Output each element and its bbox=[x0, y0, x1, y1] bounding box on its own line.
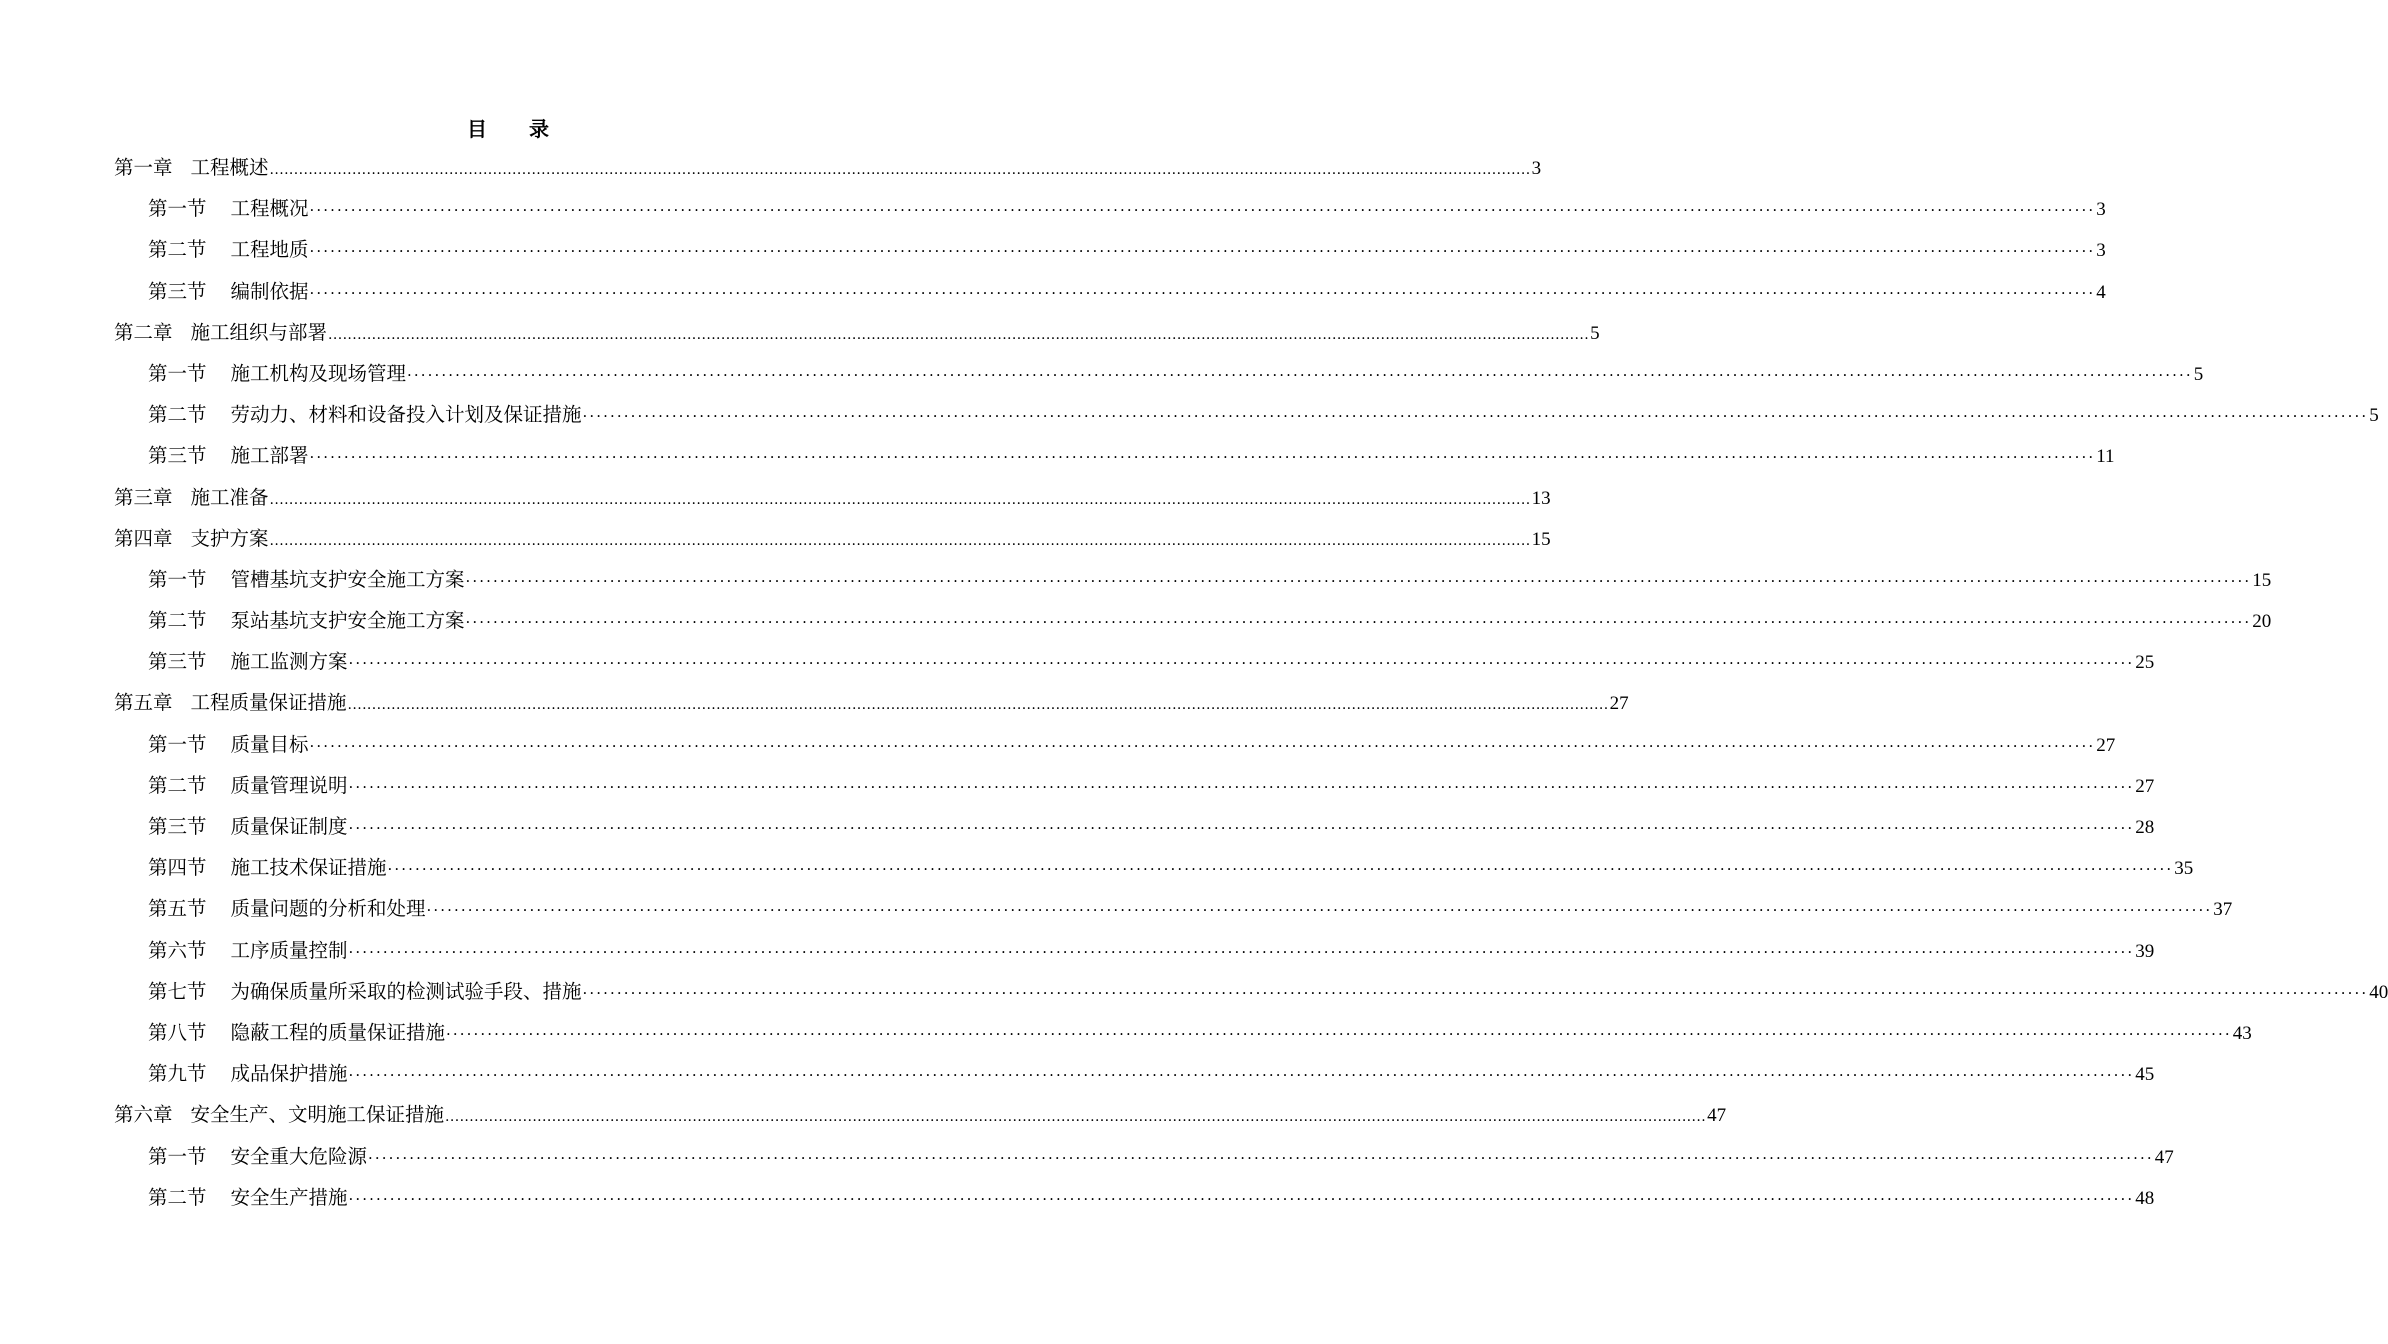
toc-entry-section[interactable] bbox=[114, 930, 2155, 971]
toc-entry-chapter[interactable] bbox=[114, 147, 1542, 188]
toc-entry-section[interactable] bbox=[114, 188, 2106, 229]
toc-dot-leader: .................................................................................................................................................................................................................................................................... bbox=[445, 1109, 1707, 1126]
toc-entry-number: 第九节 bbox=[148, 1062, 207, 1086]
toc-entry-section[interactable] bbox=[114, 353, 2204, 394]
toc-dot-leader: .................................................................................................................................................................................................................................................................... bbox=[328, 326, 1590, 343]
toc-entry-section[interactable] bbox=[114, 600, 2272, 641]
toc-page-number: 27 bbox=[2096, 734, 2116, 756]
toc-entry-label: 施工准备 bbox=[190, 485, 269, 509]
toc-page-number: 20 bbox=[2252, 611, 2272, 633]
toc-entry-number: 第八节 bbox=[148, 1020, 207, 1044]
toc-list bbox=[114, 147, 2388, 1218]
toc-page-number: 45 bbox=[2135, 1064, 2155, 1086]
toc-dot-leader: ···································································································································································································································································· bbox=[407, 365, 2193, 384]
toc-entry-number: 第一章 bbox=[114, 156, 173, 179]
toc-entry-label: 安全生产措施 bbox=[230, 1185, 348, 1209]
toc-entry-label: 为确保质量所采取的检测试验手段、措施 bbox=[230, 979, 582, 1003]
toc-entry-label: 施工部署 bbox=[230, 444, 309, 468]
toc-page-number: 25 bbox=[2135, 652, 2155, 674]
toc-entry-number: 第三章 bbox=[114, 485, 173, 509]
toc-page-number: 5 bbox=[2369, 405, 2379, 427]
toc-page-number: 37 bbox=[2213, 899, 2233, 921]
toc-entry-section[interactable] bbox=[114, 806, 2155, 847]
toc-dot-leader: ···································································································································································································································································· bbox=[465, 571, 2252, 590]
toc-dot-leader: ···································································································································································································································································· bbox=[348, 942, 2135, 961]
toc-entry-label: 质量保证制度 bbox=[230, 815, 348, 838]
toc-entry-label: 成品保护措施 bbox=[230, 1062, 348, 1086]
toc-entry-number: 第三节 bbox=[148, 650, 207, 674]
toc-entry-label: 安全重大危险源 bbox=[230, 1144, 368, 1168]
toc-dot-leader: ···································································································································································································································································· bbox=[446, 1024, 2232, 1043]
toc-page-number: 13 bbox=[1531, 487, 1551, 509]
toc-dot-leader: ···································································································································································································································································· bbox=[348, 819, 2135, 837]
toc-entry-section[interactable] bbox=[114, 559, 2272, 600]
toc-entry-label: 施工监测方案 bbox=[230, 650, 348, 674]
toc-entry-number: 第七节 bbox=[148, 979, 207, 1003]
toc-entry-section[interactable] bbox=[114, 1136, 2174, 1177]
toc-dot-leader: ···································································································································································································································································· bbox=[309, 736, 2096, 755]
toc-entry-label: 工程地质 bbox=[230, 238, 309, 262]
toc-page-number: 15 bbox=[1531, 528, 1551, 550]
toc-entry-number: 第二节 bbox=[148, 403, 207, 427]
toc-entry-number: 第四章 bbox=[114, 526, 173, 550]
toc-page-number: 3 bbox=[2096, 240, 2106, 262]
toc-entry-number: 第三节 bbox=[148, 279, 207, 303]
toc-page-number: 4 bbox=[2096, 281, 2106, 303]
toc-entry-section[interactable] bbox=[114, 229, 2106, 270]
toc-entry-number: 第三节 bbox=[148, 815, 207, 838]
toc-dot-leader: ···································································································································································································································································· bbox=[348, 654, 2135, 673]
toc-dot-leader: ···································································································································································································································································· bbox=[309, 242, 2096, 261]
toc-page-number: 48 bbox=[2135, 1187, 2155, 1209]
toc-page-number: 3 bbox=[1531, 158, 1542, 179]
toc-dot-leader: ···································································································································································································································································· bbox=[465, 613, 2252, 632]
toc-dot-leader: ···································································································································································································································································· bbox=[368, 1148, 2154, 1167]
toc-entry-section[interactable] bbox=[114, 888, 2233, 929]
toc-title-char: 录 bbox=[529, 117, 549, 141]
toc-entry-chapter[interactable] bbox=[114, 312, 1600, 353]
toc-page-number: 15 bbox=[2252, 569, 2272, 591]
toc-entry-label: 工程概况 bbox=[230, 197, 309, 221]
toc-entry-section[interactable] bbox=[114, 765, 2155, 806]
toc-entry-number: 第一节 bbox=[148, 567, 207, 591]
toc-entry-number: 第四节 bbox=[148, 856, 207, 880]
toc-page-number: 11 bbox=[2096, 446, 2115, 468]
toc-page-number: 35 bbox=[2174, 858, 2194, 880]
toc-entry-section[interactable] bbox=[114, 1053, 2155, 1094]
toc-page-number: 27 bbox=[1609, 693, 1629, 715]
toc-entry-number: 第一节 bbox=[148, 197, 207, 221]
toc-dot-leader: ···································································································································································································································································· bbox=[348, 777, 2135, 796]
toc-dot-leader: ···································································································································································································································································· bbox=[582, 983, 2369, 1002]
toc-entry-label: 劳动力、材料和设备投入计划及保证措施 bbox=[230, 403, 582, 427]
toc-dot-leader: ···································································································································································································································································· bbox=[348, 1189, 2135, 1208]
toc-entry-section[interactable] bbox=[114, 394, 2379, 435]
toc-entry-section[interactable] bbox=[114, 1012, 2252, 1053]
toc-entry-number: 第一节 bbox=[148, 732, 207, 756]
toc-page-number: 47 bbox=[2154, 1146, 2174, 1168]
toc-page-number: 5 bbox=[2193, 363, 2204, 385]
toc-entry-chapter[interactable] bbox=[114, 682, 1629, 723]
toc-entry-section[interactable] bbox=[114, 271, 2106, 312]
toc-entry-section[interactable] bbox=[114, 847, 2194, 888]
toc-entry-section[interactable] bbox=[114, 1177, 2155, 1218]
toc-entry-section[interactable] bbox=[114, 724, 2116, 765]
toc-entry-number: 第一节 bbox=[148, 361, 207, 385]
toc-entry-number: 第二章 bbox=[114, 320, 173, 344]
toc-dot-leader: ···································································································································································································································································· bbox=[387, 860, 2174, 879]
toc-entry-label: 泵站基坑支护安全施工方案 bbox=[230, 609, 465, 633]
toc-entry-label: 质量管理说明 bbox=[230, 773, 348, 797]
toc-entry-chapter[interactable] bbox=[114, 1094, 1727, 1135]
toc-entry-number: 第二节 bbox=[148, 238, 207, 262]
toc-entry-label: 工序质量控制 bbox=[230, 938, 348, 962]
toc-entry-number: 第五章 bbox=[114, 691, 173, 715]
toc-dot-leader: ···································································································································································································································································· bbox=[309, 283, 2096, 302]
toc-dot-leader: ···································································································································································································································································· bbox=[426, 901, 2213, 920]
toc-entry-label: 安全生产、文明施工保证措施 bbox=[190, 1103, 445, 1127]
toc-entry-section[interactable] bbox=[114, 435, 2115, 476]
toc-entry-chapter[interactable] bbox=[114, 477, 1551, 518]
toc-entry-number: 第六节 bbox=[148, 938, 207, 962]
toc-page-number: 43 bbox=[2232, 1022, 2252, 1044]
toc-entry-chapter[interactable] bbox=[114, 518, 1551, 559]
toc-page-number: 47 bbox=[1707, 1105, 1727, 1127]
toc-page-number: 5 bbox=[1590, 322, 1600, 344]
toc-title bbox=[0, 113, 1016, 142]
toc-page-number: 39 bbox=[2135, 940, 2155, 962]
toc-entry-label: 工程质量保证措施 bbox=[190, 691, 347, 715]
toc-entry-number: 第二节 bbox=[148, 773, 207, 797]
toc-entry-label: 施工机构及现场管理 bbox=[230, 361, 407, 385]
toc-dot-leader: .................................................................................................................................................................................................................................................................... bbox=[347, 697, 1609, 714]
toc-page-number: 3 bbox=[2096, 199, 2106, 221]
toc-dot-leader: .................................................................................................................................................................................................................................................................... bbox=[269, 532, 1531, 549]
toc-entry-section[interactable] bbox=[114, 971, 2388, 1012]
toc-entry-number: 第六章 bbox=[114, 1103, 173, 1127]
toc-dot-leader: ···································································································································································································································································· bbox=[348, 1066, 2135, 1085]
toc-entry-label: 编制依据 bbox=[230, 279, 309, 303]
toc-entry-label: 支护方案 bbox=[190, 526, 269, 550]
toc-dot-leader: ···································································································································································································································································· bbox=[309, 448, 2096, 467]
toc-entry-label: 工程概述 bbox=[190, 156, 269, 179]
toc-dot-leader: ···································································································································································································································································· bbox=[309, 201, 2096, 220]
toc-dot-leader: ···································································································································································································································································· bbox=[582, 407, 2369, 426]
toc-dot-leader: .................................................................................................................................................................................................................................................................... bbox=[269, 491, 1531, 508]
toc-entry-label: 管槽基坑支护安全施工方案 bbox=[230, 567, 465, 591]
toc-entry-number: 第五节 bbox=[148, 897, 207, 921]
toc-entry-label: 施工组织与部署 bbox=[190, 320, 328, 344]
toc-entry-number: 第二节 bbox=[148, 1185, 207, 1209]
toc-page-number: 28 bbox=[2135, 817, 2155, 838]
toc-entry-label: 质量问题的分析和处理 bbox=[230, 897, 426, 921]
toc-entry-number: 第三节 bbox=[148, 444, 207, 468]
toc-page-number: 27 bbox=[2135, 775, 2155, 797]
toc-entry-number: 第二节 bbox=[148, 609, 207, 633]
toc-entry-section[interactable] bbox=[114, 641, 2155, 682]
toc-page-number: 40 bbox=[2369, 981, 2388, 1003]
toc-dot-leader: .................................................................................................................................................................................................................................................................... bbox=[269, 162, 1531, 178]
toc-entry-label: 隐蔽工程的质量保证措施 bbox=[230, 1020, 446, 1044]
toc-entry-number: 第一节 bbox=[148, 1144, 207, 1168]
toc-title-char: 目 bbox=[467, 117, 487, 141]
toc-entry-label: 施工技术保证措施 bbox=[230, 856, 387, 880]
toc-entry-label: 质量目标 bbox=[230, 732, 309, 756]
